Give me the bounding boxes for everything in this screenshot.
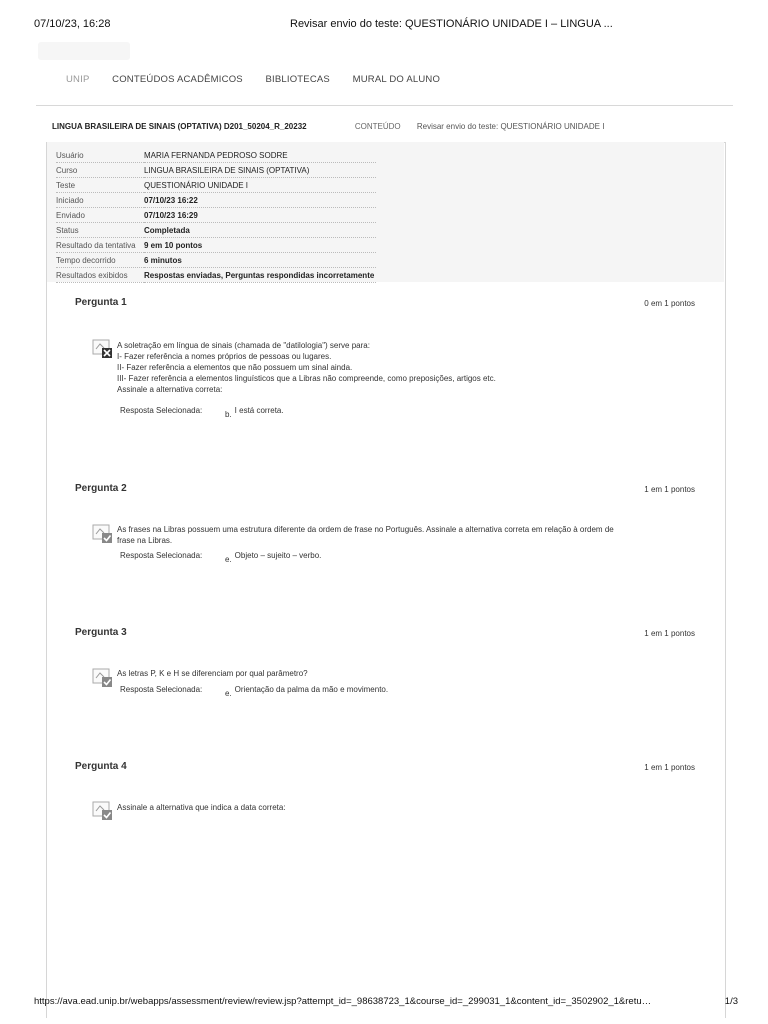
info-key: Tempo decorrido — [56, 253, 144, 268]
info-key: Resultado da tentativa — [56, 238, 144, 253]
correct-answer-icon — [92, 801, 114, 821]
page-number: 1/3 — [724, 996, 738, 1007]
answer-text: I está correta. — [234, 406, 284, 415]
question-text — [117, 668, 308, 679]
page-url: https://ava.ead.unip.br/webapps/assessment/review/review.jsp?attempt_id=_98638723_1&course_id=_299031_1&content_id=_3502902_1&retu… — [34, 996, 652, 1007]
site-logo[interactable] — [38, 42, 130, 60]
question-line: As frases na Libras possuem uma estrutura diferente da ordem de frase no Português. Assinale a alternativa correta em relação à ordem de — [117, 525, 614, 534]
question-title: Pergunta 4 — [75, 761, 127, 772]
info-key: Curso — [56, 163, 144, 178]
question-points: 0 em 1 pontos — [644, 299, 695, 308]
info-key: Teste — [56, 178, 144, 193]
attempt-info — [56, 148, 376, 283]
nav-item-unip[interactable]: UNIP — [66, 74, 90, 85]
question-points: 1 em 1 pontos — [644, 763, 695, 772]
print-footer — [34, 996, 738, 1007]
print-header — [0, 12, 768, 32]
question-title: Pergunta 2 — [75, 483, 127, 494]
question-points: 1 em 1 pontos — [644, 485, 695, 494]
question-line: I- Fazer referência a nomes próprios de pessoas ou lugares. — [117, 352, 332, 361]
nav-item-mural[interactable]: MURAL DO ALUNO — [352, 74, 441, 85]
question-line: Assinale a alternativa que indica a data correta: — [117, 803, 286, 812]
info-value: 6 minutos — [144, 253, 376, 268]
breadcrumb-section[interactable]: CONTEÚDO — [354, 122, 401, 131]
breadcrumb-current: Revisar envio do teste: QUESTIONÁRIO UNIDADE I — [416, 122, 605, 131]
selected-answer — [120, 406, 284, 419]
info-key: Iniciado — [56, 193, 144, 208]
question-title: Pergunta 1 — [75, 297, 127, 308]
info-key: Usuário — [56, 148, 144, 163]
answer-text: Orientação da palma da mão e movimento. — [234, 685, 389, 694]
info-value: 07/10/23 16:22 — [144, 193, 376, 208]
question-line: frase na Libras. — [117, 536, 173, 545]
question-text — [117, 524, 614, 546]
question-line: II- Fazer referência a elementos que não possuem um sinal ainda. — [117, 363, 353, 372]
selected-answer — [120, 685, 389, 698]
answer-label: Resposta Selecionada: — [120, 551, 203, 560]
question-line: III- Fazer referência a elementos linguísticos que a Libras não compreende, como preposições, artigos etc. — [117, 374, 496, 383]
info-key: Resultados exibidos — [56, 268, 144, 283]
info-value: Respostas enviadas, Perguntas respondidas incorretamente — [144, 268, 376, 283]
correct-answer-icon — [92, 668, 114, 688]
answer-text: Objeto – sujeito – verbo. — [234, 551, 322, 560]
top-navigation — [66, 74, 460, 85]
answer-letter: e. — [225, 689, 232, 698]
breadcrumb-course[interactable]: LINGUA BRASILEIRA DE SINAIS (OPTATIVA) D201_50204_R_20232 — [52, 122, 307, 131]
selected-answer — [120, 551, 322, 564]
question-line: As letras P, K e H se diferenciam por qual parâmetro? — [117, 669, 308, 678]
info-value: 9 em 10 pontos — [144, 238, 376, 253]
question-title: Pergunta 3 — [75, 627, 127, 638]
incorrect-answer-icon — [92, 339, 114, 359]
info-value: LINGUA BRASILEIRA DE SINAIS (OPTATIVA) — [144, 163, 376, 178]
info-key: Enviado — [56, 208, 144, 223]
breadcrumb — [52, 122, 604, 131]
answer-label: Resposta Selecionada: — [120, 406, 203, 415]
info-value: 07/10/23 16:29 — [144, 208, 376, 223]
question-text — [117, 802, 286, 813]
info-value: Completada — [144, 223, 376, 238]
answer-letter: b. — [225, 410, 232, 419]
question-line: Assinale a alternativa correta: — [117, 385, 223, 394]
print-title: Revisar envio do teste: QUESTIONÁRIO UNIDADE I – LINGUA ... — [290, 18, 613, 30]
question-line: A soletração em língua de sinais (chamada de "datilologia") serve para: — [117, 341, 370, 350]
nav-item-bibliotecas[interactable]: BIBLIOTECAS — [265, 74, 330, 85]
info-value: MARIA FERNANDA PEDROSO SODRE — [144, 148, 376, 163]
divider — [36, 105, 733, 106]
info-key: Status — [56, 223, 144, 238]
answer-letter: e. — [225, 555, 232, 564]
question-points: 1 em 1 pontos — [644, 629, 695, 638]
nav-item-conteudos[interactable]: CONTEÚDOS ACADÊMICOS — [112, 74, 243, 85]
question-text — [117, 340, 496, 395]
info-value: QUESTIONÁRIO UNIDADE I — [144, 178, 376, 193]
answer-label: Resposta Selecionada: — [120, 685, 203, 694]
print-timestamp: 07/10/23, 16:28 — [34, 18, 111, 30]
correct-answer-icon — [92, 524, 114, 544]
